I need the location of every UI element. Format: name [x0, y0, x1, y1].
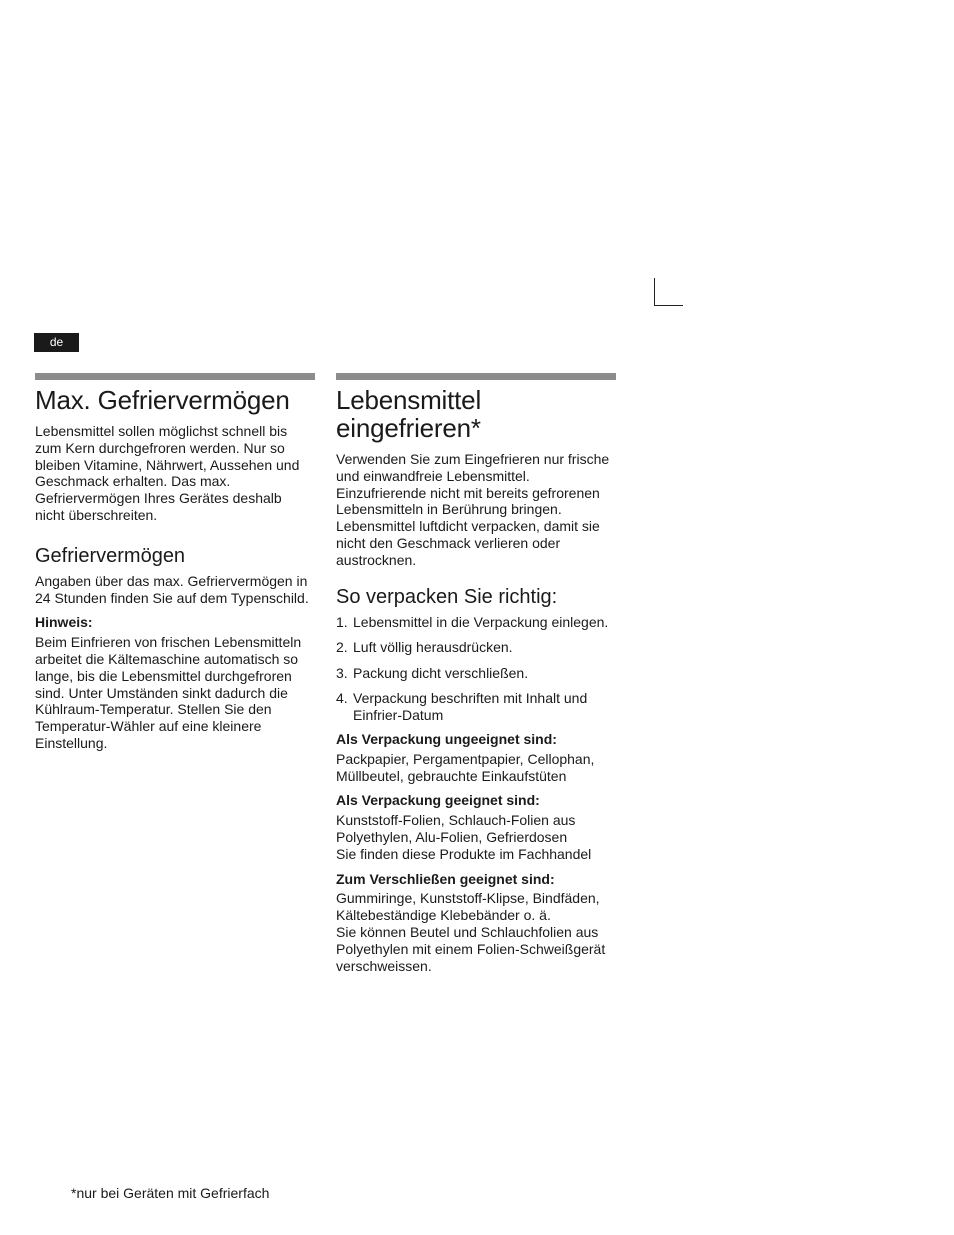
capacity-paragraph: Angaben über das max. Gefriervermögen in 24 Stunden finden Sie auf dem Typenschild. [35, 572, 309, 606]
closing-label: Zum Verschließen geeignet sind: [336, 870, 555, 887]
intro-paragraph: Verwenden Sie zum Eingefrieren nur frische und einwandfreie Lebensmittel. Einzufrierende nicht mit bereits gefrorenen Lebensmitteln in Berührung bringen. Lebensmittel luftdicht verpacken, damit sie nicht den Geschmack verlieren oder austrocknen. [336, 451, 610, 568]
packaging-steps [336, 614, 621, 724]
closing-paragraph: Gummiringe, Kunststoff-Klipse, Bindfäden, Kältebeständige Klebebänder o. ä. [336, 890, 600, 924]
suitable-label: Als Verpackung geeignet sind: [336, 792, 540, 809]
section-title-freezing-food [336, 386, 621, 442]
footnote: *nur bei Geräten mit Gefrierfach [71, 1185, 270, 1201]
suitable-paragraph-2: Sie finden diese Produkte im Fachhandel [336, 845, 592, 862]
title-line-2: eingefrieren* [336, 413, 481, 443]
unsuitable-label: Als Verpackung ungeeignet sind: [336, 730, 557, 747]
intro-paragraph: Lebensmittel sollen möglichst schnell bis zum Kern durchgefroren werden. Nur so bleiben Vitamine, Nährwert, Aussehen und Geschmack erhalten. Das max. Gefriervermögen Ihres Gerätes deshalb nicht überschreiten. [35, 423, 300, 523]
note-label: Hinweis: [35, 614, 93, 631]
subtitle-packaging: So verpacken Sie richtig: [336, 585, 558, 608]
closing-paragraph-2: Sie können Beutel und Schlauchfolien aus Polyethylen mit einem Folien-Schweißgerät verschweissen. [336, 923, 606, 974]
title-line-1: Lebensmittel [336, 385, 482, 415]
list-item: 2. Luft völlig herausdrücken. [336, 639, 513, 656]
list-item: 3. Packung dicht verschließen. [336, 664, 529, 681]
left-column [35, 373, 315, 752]
suitable-paragraph: Kunststoff-Folien, Schlauch-Folien aus Polyethylen, Alu-Folien, Gefrierdosen [336, 812, 576, 845]
section-title-max-freezing-capacity: Max. Gefriervermögen [35, 385, 290, 415]
unsuitable-paragraph: Packpapier, Pergamentpapier, Cellophan, Müllbeutel, gebrauchte Einkaufstüten [336, 750, 595, 784]
language-badge: de [34, 333, 79, 352]
list-item: 1. Lebensmittel in die Verpackung einlegen. [336, 613, 609, 630]
note-paragraph: Beim Einfrieren von frischen Lebensmitteln arbeitet die Kältemaschine automatisch so lange, bis die Lebensmittel durchgefroren sind. Unter Umständen sinkt dadurch die Kühlraum-Temperatur. Stellen Sie den Temperatur-Wähler auf eine kleinere Einstellung. [35, 634, 302, 751]
list-item: 4. Verpackung beschriften mit Inhalt und Einfrier-Datum [336, 690, 588, 724]
section-bar [336, 373, 616, 380]
subtitle-freezing-capacity: Gefriervermögen [35, 544, 186, 567]
section-bar [35, 373, 315, 380]
right-column [336, 373, 621, 974]
crop-mark [654, 278, 683, 306]
